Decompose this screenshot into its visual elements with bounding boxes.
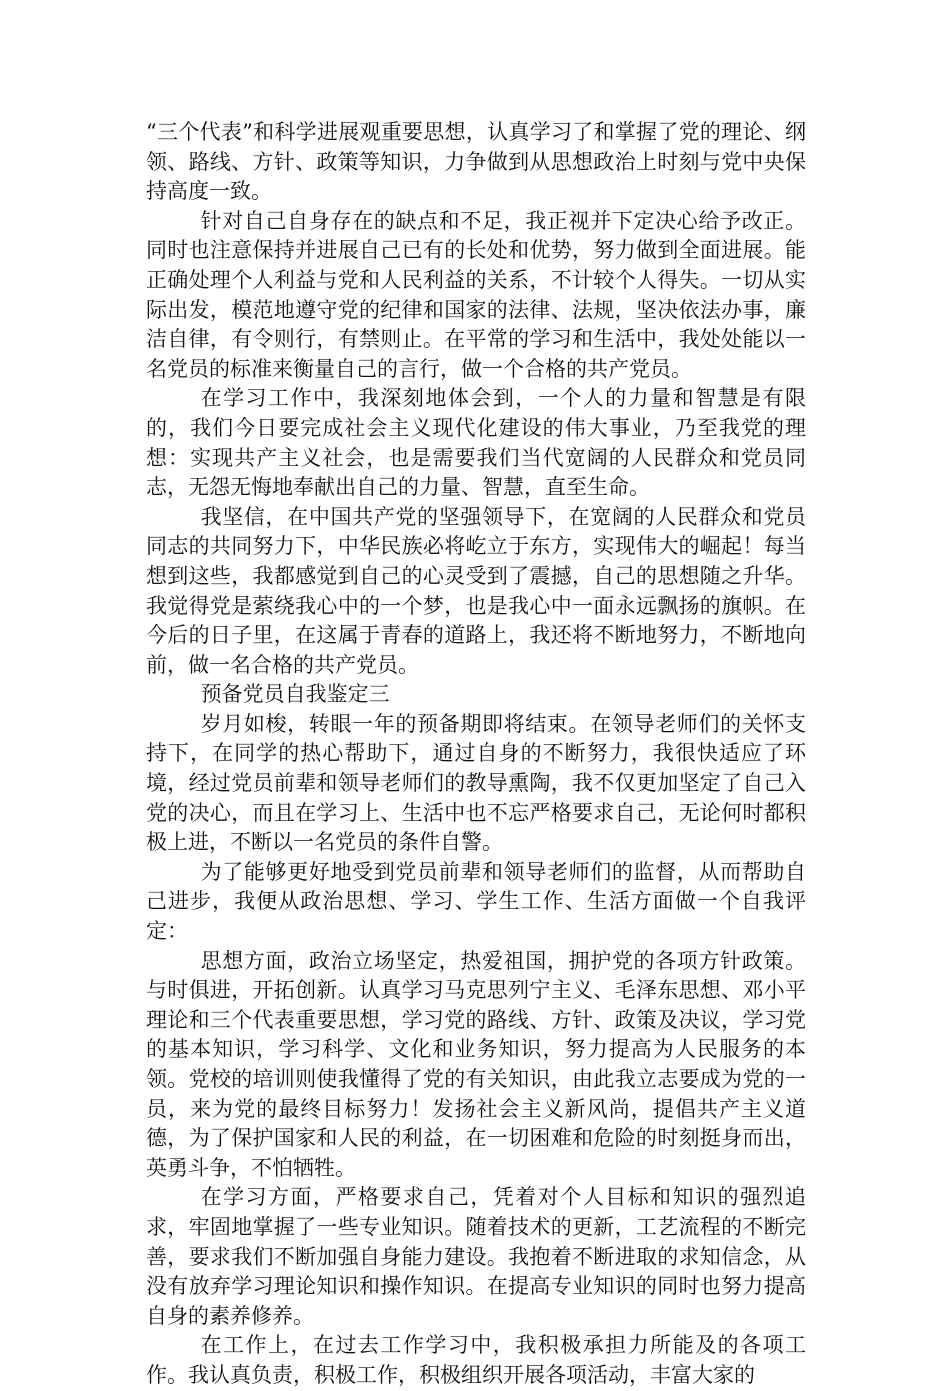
paragraph: 针对自己自身存在的缺点和不足，我正视并下定决心给予改正。同时也注意保持并进展自己已有的长处和优势，努力做到全面进展。能正确处理个人利益与党和人民利益的关系，不计较个人得失。一切从实际出发，模范地遵守党的纪律和国家的法律、法规，坚决依法办事，廉洁自律，有令则行，有禁则止。在平常的学习和生活中，我处处能以一名党员的标准来衡量自己的言行，做一个合格的共产党员。: [146, 208, 806, 381]
paragraph: 思想方面，政治立场坚定，热爱祖国，拥护党的各项方针政策。与时俱进，开拓创新。认真学习马克思列宁主义、毛泽东思想、邓小平理论和三个代表重要思想，学习党的路线、方针、政策及决议，学习党的基本知识，学习科学、文化和业务知识，努力提高为人民服务的本领。党校的培训则使我懂得了党的有关知识，由此我立志要成为党的一员，来为党的最终目标努力！发扬社会主义新风尚，提倡共产主义道德，为了保护国家和人民的利益，在一切困难和危险的时刻挺身而出，英勇斗争，不怕牺牲。: [146, 948, 806, 1180]
paragraph: 岁月如梭，转眼一年的预备期即将结束。在领导老师们的关怀支持下，在同学的热心帮助下，通过自身的不断努力，我很快适应了环境，经过党员前辈和领导老师们的教导熏陶，我不仅更加坚定了自己入党的决心，而且在学习上、生活中也不忘严格要求自己，无论何时都积极上进，不断以一名党员的条件自警。: [146, 711, 806, 855]
paragraph: 在工作上，在过去工作学习中，我积极承担力所能及的各项工作。我认真负责，积极工作，积极组织开展各项活动，丰富大家的: [146, 1333, 806, 1387]
paragraph: 在学习方面，严格要求自己，凭着对个人目标和知识的强烈追求，牢固地掌握了一些专业知识。随着技术的更新，工艺流程的不断完善，要求我们不断加强自身能力建设。我抱着不断进取的求知信念，从没有放弃学习理论知识和操作知识。在提高专业知识的同时也努力提高自身的素养修养。: [146, 1185, 806, 1328]
document-page: [146, 118, 806, 1391]
paragraph: 在学习工作中，我深刻地体会到，一个人的力量和智慧是有限的，我们今日要完成社会主义现代化建设的伟大事业，乃至我党的理想：实现共产主义社会，也是需要我们当代宽阔的人民群众和党员同志，无怨无悔地奉献出自己的力量、智慧，直至生命。: [146, 386, 806, 500]
paragraph-continuation: “三个代表”和科学进展观重要思想，认真学习了和掌握了党的理论、纲领、路线、方针、政策等知识，力争做到从思想政治上时刻与党中央保持高度一致。: [146, 120, 806, 204]
paragraph: 为了能够更好地受到党员前辈和领导老师们的监督，从而帮助自己进步，我便从政治思想、学习、学生工作、生活方面做一个自我评定：: [146, 859, 806, 944]
section-heading: 预备党员自我鉴定三: [200, 682, 390, 707]
paragraph: 我坚信，在中国共产党的坚强领导下，在宽阔的人民群众和党员同志的共同努力下，中华民族必将屹立于东方，实现伟大的崛起！每当想到这些，我都感觉到自己的心灵受到了震撼，自己的思想随之升华。我觉得党是萦绕我心中的一个梦，也是我心中一面永远飘扬的旗帜。在今后的日子里，在这属于青春的道路上，我还将不断地努力，不断地向前，做一名合格的共产党员。: [146, 504, 806, 677]
